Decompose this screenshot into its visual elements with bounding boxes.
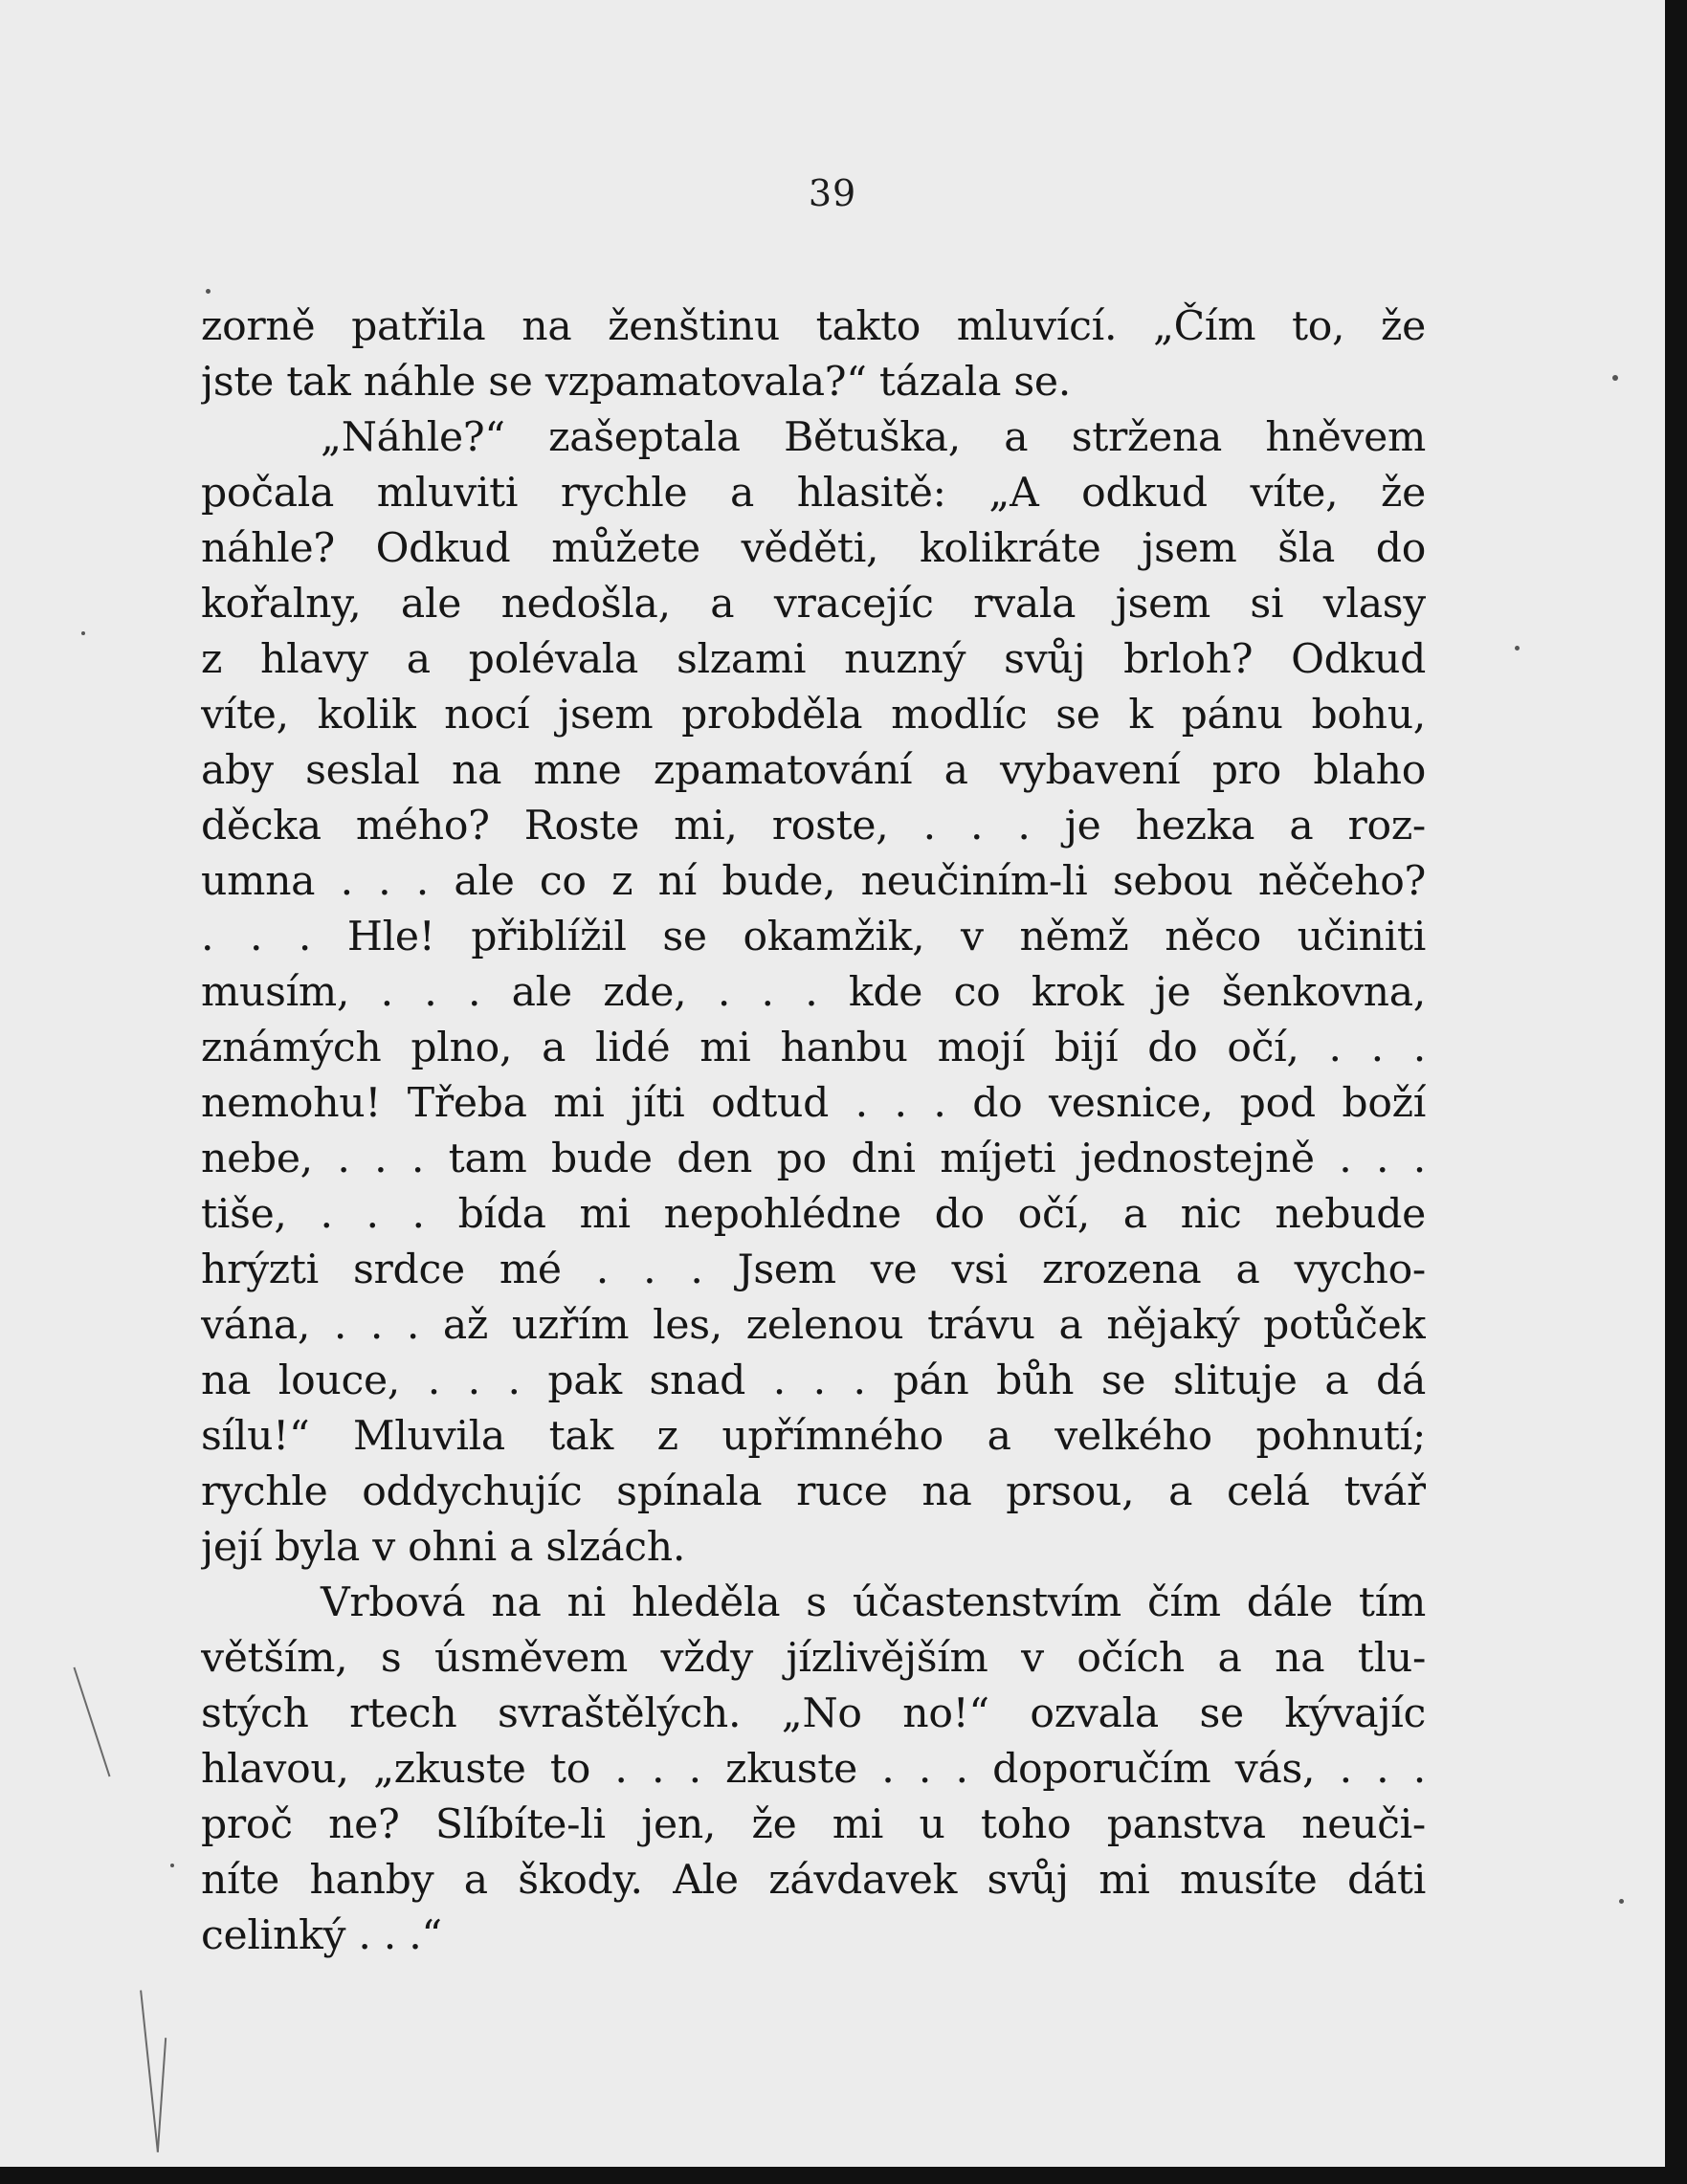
text-line: větším, s úsměvem vždy jízlivějším v očích a na tlu- <box>201 1635 1426 1682</box>
text-line: rychle oddychujíc spínala ruce na prsou, a celá tvář <box>201 1468 1426 1515</box>
text-line: nebe, . . . tam bude den po dni míjeti jednostejně . . . <box>201 1136 1426 1182</box>
text-line: kořalny, ale nedošla, a vracejíc rvala jsem si vlasy <box>201 581 1426 628</box>
scan-speck <box>1515 646 1520 651</box>
text-line: zorně patřila na ženštinu takto mluvící. „Čím to, že <box>201 303 1426 350</box>
text-line: tiše, . . . bída mi nepohlédne do očí, a nic nebude <box>201 1191 1426 1238</box>
text-line: děcka mého? Roste mi, roste, . . . je hezka a roz- <box>201 803 1426 849</box>
text-line: náhle? Odkud můžete věděti, kolikráte jsem šla do <box>201 525 1426 572</box>
scan-speck <box>81 631 85 635</box>
text-line: z hlavy a polévala slzami nuzný svůj brloh? Odkud <box>201 636 1426 683</box>
scan-speck <box>170 1864 174 1867</box>
body-text <box>201 299 1426 1964</box>
scan-speck <box>1619 1899 1624 1904</box>
text-line: Vrbová na ni hleděla s účastenstvím čím dále tím <box>321 1579 1426 1626</box>
scan-streak <box>140 1990 159 2151</box>
text-line: „Náhle?“ zašeptala Bětuška, a stržena hněvem <box>321 414 1426 461</box>
text-line: stých rtech svraštělých. „No no!“ ozvala se kývajíc <box>201 1690 1426 1737</box>
text-line: na louce, . . . pak snad . . . pán bůh se slituje a dá <box>201 1357 1426 1404</box>
text-line: známých plno, a lidé mi hanbu mojí bijí do očí, . . . <box>201 1025 1426 1071</box>
text-line: víte, kolik nocí jsem probděla modlíc se k pánu bohu, <box>201 692 1426 739</box>
text-line: její byla v ohni a slzách. <box>201 1524 686 1571</box>
text-line: počala mluviti rychle a hlasitě: „A odkud víte, že <box>201 470 1426 517</box>
page-number: 39 <box>808 172 857 214</box>
text-line: sílu!“ Mluvila tak z upřímného a velkého pohnutí; <box>201 1413 1426 1460</box>
text-line: . . . Hle! přiblížil se okamžik, v němž něco učiniti <box>201 914 1426 960</box>
text-line: aby seslal na mne zpamatování a vybavení pro blaho <box>201 747 1426 794</box>
scan-streak <box>74 1667 111 1777</box>
scan-streak <box>157 2038 166 2152</box>
scan-border-right <box>1665 0 1687 2184</box>
text-line: níte hanby a škody. Ale závdavek svůj mi musíte dáti <box>201 1857 1426 1904</box>
scan-speck <box>206 289 211 294</box>
text-line: celinký . . .“ <box>201 1912 442 1959</box>
scan-border-bottom <box>0 2167 1687 2184</box>
text-line: musím, . . . ale zde, . . . kde co krok je šenkovna, <box>201 969 1426 1016</box>
text-line: vána, . . . až uzřím les, zelenou trávu a nějaký potůček <box>201 1302 1426 1349</box>
text-line: umna . . . ale co z ní bude, neučiním-li sebou něčeho? <box>201 858 1426 905</box>
text-line: jste tak náhle se vzpamatovala?“ tázala se. <box>201 359 1071 406</box>
text-line: hlavou, „zkuste to . . . zkuste . . . doporučím vás, . . . <box>201 1746 1426 1793</box>
text-line: hrýzti srdce mé . . . Jsem ve vsi zrozena a vycho- <box>201 1246 1426 1293</box>
scan-speck <box>1612 375 1618 381</box>
text-line: proč ne? Slíbíte-li jen, že mi u toho panstva neuči- <box>201 1801 1426 1848</box>
text-line: nemohu! Třeba mi jíti odtud . . . do vesnice, pod boží <box>201 1080 1426 1127</box>
